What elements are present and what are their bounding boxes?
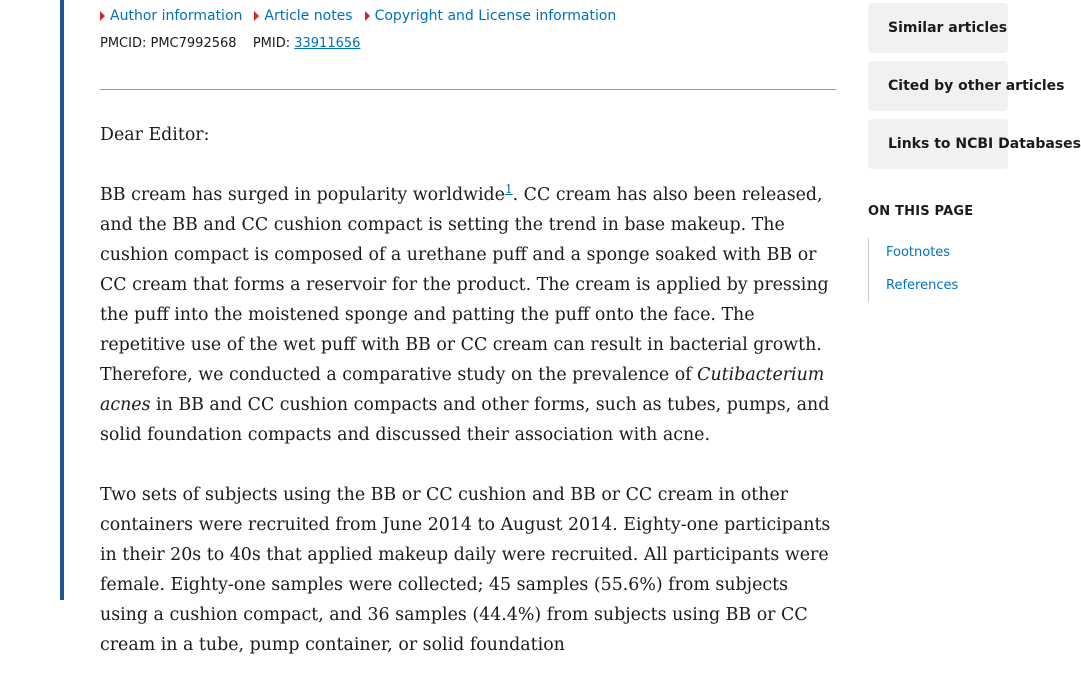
ncbi-databases-button[interactable] bbox=[868, 119, 1081, 169]
article-meta-links bbox=[100, 6, 616, 26]
pmcid-value: PMC7992568 bbox=[150, 36, 237, 51]
paragraph-1-text-c: in BB and CC cushion compacts and other forms, such as tubes, pumps, and solid foundation compacts and discussed their association with acne. bbox=[100, 395, 830, 445]
on-this-page-references-link[interactable]: References bbox=[886, 278, 959, 293]
article-body bbox=[100, 120, 840, 690]
paragraph-1-text-b: . CC cream has also been released, and the BB and CC cushion compact is setting the trend in base makeup. The cushion compact is composed of a urethane puff and a sponge soaked with BB or CC cream that forms a reservoir for the product. The cream is applied by pressing the puff into the moistened sponge and patting the puff onto the face. The repetitive use of the wet puff with BB or CC cream can result in bacterial growth. Therefore, we conducted a comparative study on the prevalence of bbox=[100, 185, 829, 385]
cited-by-button[interactable] bbox=[868, 61, 1065, 111]
cited-by-label: Cited by other articles bbox=[888, 78, 1065, 94]
paragraph-1-text-a: BB cream has surged in popularity worldwide bbox=[100, 185, 505, 205]
expand-triangle-icon bbox=[100, 11, 105, 21]
on-this-page-title: ON THIS PAGE bbox=[868, 204, 974, 219]
similar-articles-label: Similar articles bbox=[888, 20, 1008, 36]
on-this-page-list bbox=[868, 238, 989, 302]
paragraph-2: Two sets of subjects using the BB or CC cushion and BB or CC cream in other containers were recruited from June 2014 to August 2014. Eighty-one participants in their 20s to 40s that applied makeup daily were recruited. All participants were female. Eighty-one samples were collected; 45 samples (55.6%) from subjects using a cushion compact, and 36 samples (44.4%) from subjects using BB or CC cream in a tube, pump container, or solid foundation bbox=[100, 485, 831, 655]
species-name: Cutibacterium acnes bbox=[100, 365, 825, 415]
copyright-license-link[interactable] bbox=[365, 8, 617, 24]
article-left-accent-bar bbox=[60, 0, 64, 600]
expand-triangle-icon bbox=[254, 11, 259, 21]
ncbi-databases-label: Links to NCBI Databases bbox=[888, 136, 1081, 152]
similar-articles-button[interactable] bbox=[868, 3, 1008, 53]
footnote-ref-1[interactable]: 1 bbox=[504, 182, 513, 197]
pmid-label: PMID: bbox=[252, 36, 291, 51]
salutation: Dear Editor: bbox=[100, 125, 210, 145]
article-notes-label: Article notes bbox=[264, 8, 353, 24]
copyright-license-label: Copyright and License information bbox=[374, 8, 617, 24]
section-divider bbox=[100, 89, 836, 90]
pmid-link[interactable]: 33911656 bbox=[294, 36, 361, 51]
on-this-page-footnotes-link[interactable]: Footnotes bbox=[886, 245, 951, 260]
article-notes-link[interactable] bbox=[254, 8, 352, 24]
expand-triangle-icon bbox=[365, 11, 370, 21]
paragraph-1 bbox=[100, 180, 840, 450]
article-identifiers bbox=[100, 36, 360, 54]
author-information-label: Author information bbox=[110, 8, 243, 24]
pmcid-label: PMCID: bbox=[100, 36, 147, 51]
author-information-link[interactable] bbox=[100, 8, 242, 24]
